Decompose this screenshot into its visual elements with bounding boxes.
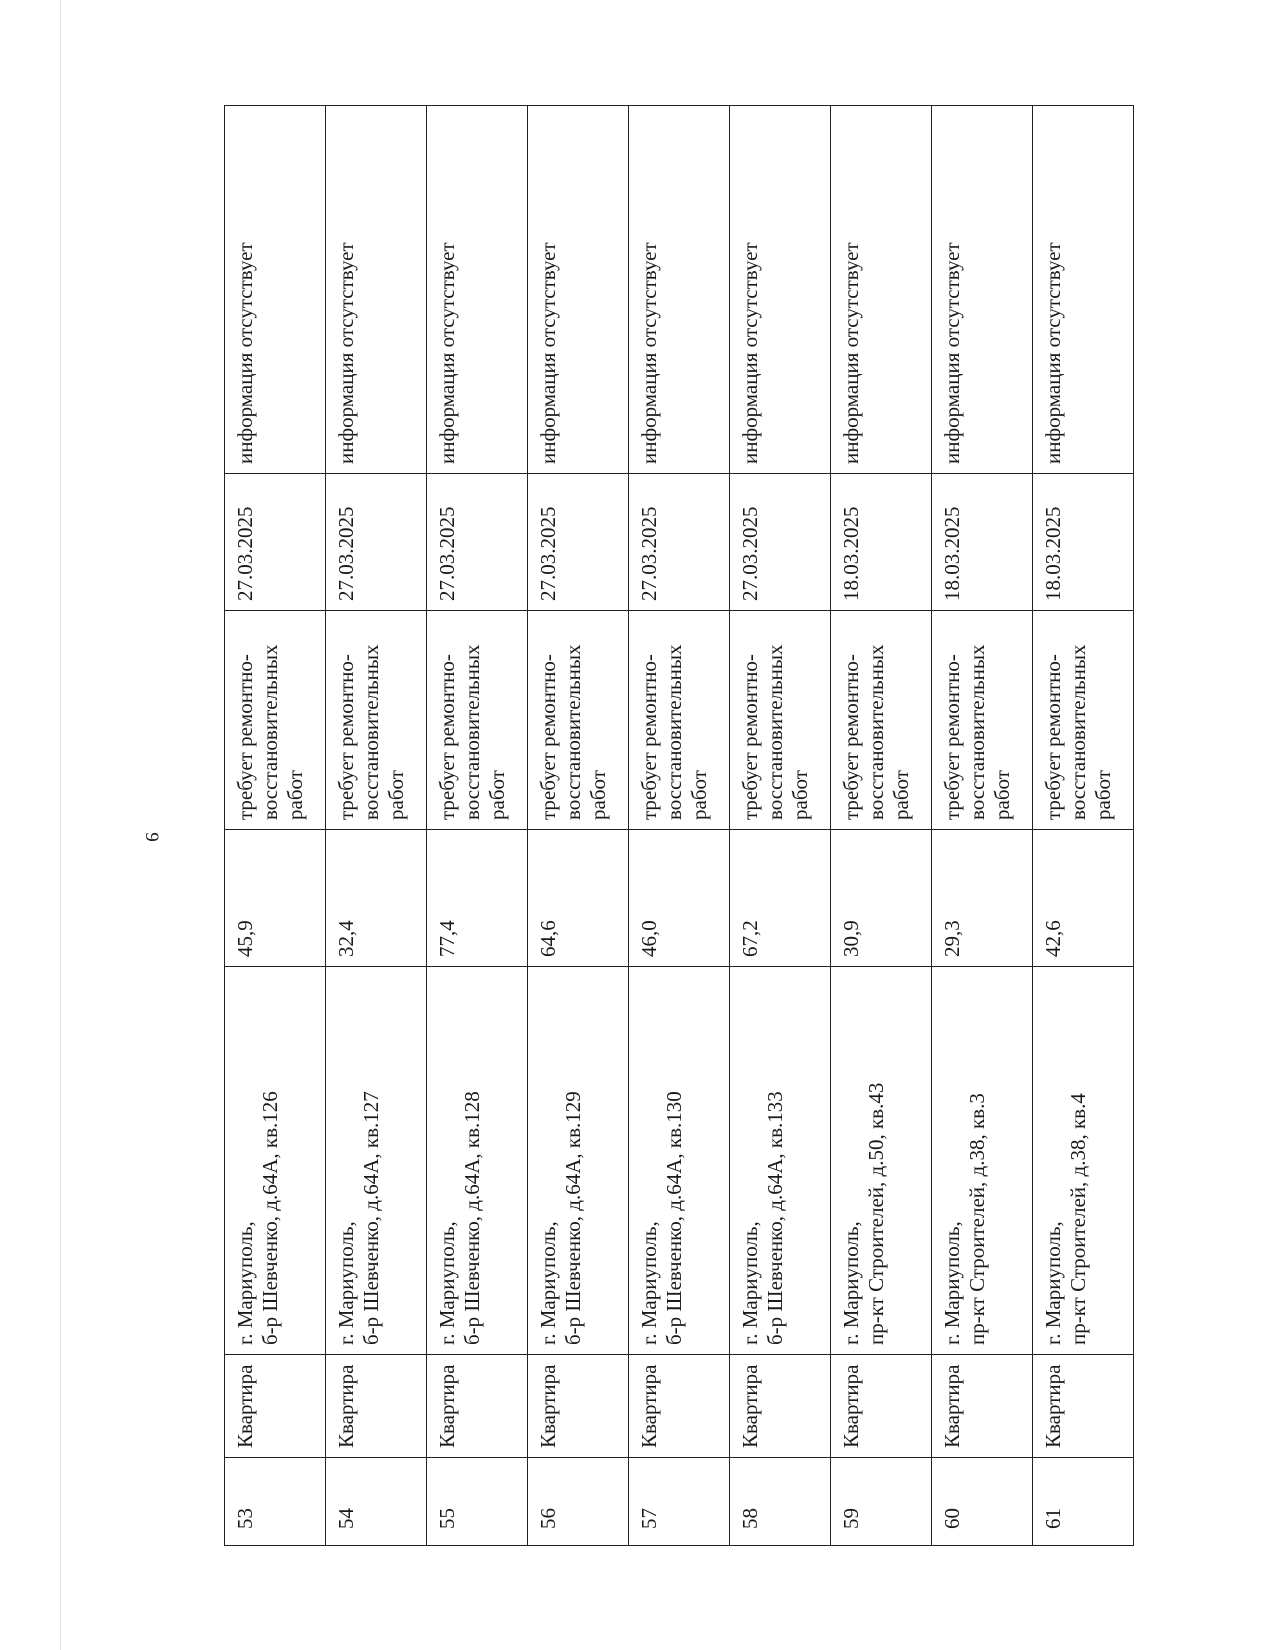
info-cell: информация отсутствует <box>629 106 730 474</box>
date-cell: 18.03.2025 <box>831 474 932 611</box>
condition-cell <box>427 611 528 830</box>
condition-line: требует ремонтно- <box>334 654 358 820</box>
object-type-cell: Квартира <box>629 1355 730 1458</box>
address-cell <box>427 967 528 1355</box>
page-number: 9 <box>141 832 162 842</box>
area-cell: 32,4 <box>326 830 427 967</box>
condition-line: восстановительных <box>359 644 383 820</box>
table-row <box>730 106 831 1546</box>
address-cell <box>1033 967 1134 1355</box>
condition-line: работ <box>788 770 812 820</box>
condition-line: работ <box>586 770 610 820</box>
object-type-cell: Квартира <box>831 1355 932 1458</box>
object-type-cell: Квартира <box>225 1355 326 1458</box>
date-cell: 27.03.2025 <box>427 474 528 611</box>
address-city: г. Мариуполь, <box>233 1221 257 1345</box>
address-city: г. Мариуполь, <box>940 1221 964 1345</box>
table-row <box>326 106 427 1546</box>
table-row <box>1033 106 1134 1546</box>
address-cell <box>730 967 831 1355</box>
row-number-cell: 57 <box>629 1458 730 1546</box>
condition-line: восстановительных <box>1066 644 1090 820</box>
address-city: г. Мариуполь, <box>738 1221 762 1345</box>
table-row <box>427 106 528 1546</box>
address-cell <box>225 967 326 1355</box>
condition-line: требует ремонтно- <box>435 654 459 820</box>
object-type-cell: Квартира <box>730 1355 831 1458</box>
area-cell: 77,4 <box>427 830 528 967</box>
area-cell: 30,9 <box>831 830 932 967</box>
condition-line: восстановительных <box>864 644 888 820</box>
condition-cell <box>932 611 1033 830</box>
condition-line: восстановительных <box>763 644 787 820</box>
condition-line: работ <box>283 770 307 820</box>
address-city: г. Мариуполь, <box>536 1221 560 1345</box>
row-number-cell: 53 <box>225 1458 326 1546</box>
address-street: пр-кт Строителей, д.50, кв.43 <box>864 1082 888 1345</box>
object-type-cell: Квартира <box>326 1355 427 1458</box>
address-cell <box>831 967 932 1355</box>
object-type-cell: Квартира <box>932 1355 1033 1458</box>
condition-line: работ <box>485 770 509 820</box>
info-cell: информация отсутствует <box>932 106 1033 474</box>
address-city: г. Мариуполь, <box>1041 1221 1065 1345</box>
info-cell: информация отсутствует <box>326 106 427 474</box>
condition-cell <box>528 611 629 830</box>
info-cell: информация отсутствует <box>730 106 831 474</box>
row-number-cell: 55 <box>427 1458 528 1546</box>
address-street: б-р Шевченко, д.64А, кв.133 <box>763 1091 787 1345</box>
address-street: б-р Шевченко, д.64А, кв.127 <box>359 1091 383 1345</box>
condition-line: требует ремонтно- <box>233 654 257 820</box>
condition-line: требует ремонтно- <box>1041 654 1065 820</box>
condition-cell <box>1033 611 1134 830</box>
condition-line: восстановительных <box>460 644 484 820</box>
area-cell: 45,9 <box>225 830 326 967</box>
condition-line: требует ремонтно- <box>637 654 661 820</box>
info-cell: информация отсутствует <box>225 106 326 474</box>
date-cell: 27.03.2025 <box>730 474 831 611</box>
condition-cell <box>225 611 326 830</box>
condition-cell <box>629 611 730 830</box>
date-cell: 18.03.2025 <box>932 474 1033 611</box>
condition-line: работ <box>687 770 711 820</box>
condition-cell <box>730 611 831 830</box>
condition-line: работ <box>990 770 1014 820</box>
condition-line: требует ремонтно- <box>839 654 863 820</box>
table-row <box>932 106 1033 1546</box>
date-cell: 27.03.2025 <box>629 474 730 611</box>
condition-line: требует ремонтно- <box>738 654 762 820</box>
rotated-table-wrapper <box>224 106 1134 1546</box>
table-row <box>629 106 730 1546</box>
area-cell: 46,0 <box>629 830 730 967</box>
condition-line: восстановительных <box>258 644 282 820</box>
object-type-cell: Квартира <box>528 1355 629 1458</box>
condition-line: работ <box>384 770 408 820</box>
address-street: б-р Шевченко, д.64А, кв.129 <box>561 1091 585 1345</box>
date-cell: 18.03.2025 <box>1033 474 1134 611</box>
row-number-cell: 60 <box>932 1458 1033 1546</box>
address-city: г. Мариуполь, <box>435 1221 459 1345</box>
condition-line: восстановительных <box>965 644 989 820</box>
address-street: пр-кт Строителей, д.38, кв.3 <box>965 1093 989 1345</box>
property-table <box>224 105 1134 1546</box>
address-city: г. Мариуполь, <box>839 1221 863 1345</box>
object-type-cell: Квартира <box>427 1355 528 1458</box>
date-cell: 27.03.2025 <box>528 474 629 611</box>
address-street: б-р Шевченко, д.64А, кв.128 <box>460 1091 484 1345</box>
object-type-cell: Квартира <box>1033 1355 1134 1458</box>
address-cell <box>629 967 730 1355</box>
condition-line: работ <box>1091 770 1115 820</box>
area-cell: 42,6 <box>1033 830 1134 967</box>
table-row <box>225 106 326 1546</box>
row-number-cell: 61 <box>1033 1458 1134 1546</box>
info-cell: информация отсутствует <box>528 106 629 474</box>
row-number-cell: 54 <box>326 1458 427 1546</box>
condition-cell <box>831 611 932 830</box>
address-city: г. Мариуполь, <box>637 1221 661 1345</box>
row-number-cell: 58 <box>730 1458 831 1546</box>
date-cell: 27.03.2025 <box>225 474 326 611</box>
address-cell <box>528 967 629 1355</box>
address-cell <box>932 967 1033 1355</box>
date-cell: 27.03.2025 <box>326 474 427 611</box>
address-city: г. Мариуполь, <box>334 1221 358 1345</box>
address-cell <box>326 967 427 1355</box>
condition-cell <box>326 611 427 830</box>
area-cell: 29,3 <box>932 830 1033 967</box>
info-cell: информация отсутствует <box>427 106 528 474</box>
address-street: б-р Шевченко, д.64А, кв.126 <box>258 1091 282 1345</box>
row-number-cell: 56 <box>528 1458 629 1546</box>
info-cell: информация отсутствует <box>831 106 932 474</box>
row-number-cell: 59 <box>831 1458 932 1546</box>
info-cell: информация отсутствует <box>1033 106 1134 474</box>
table-row <box>528 106 629 1546</box>
area-cell: 67,2 <box>730 830 831 967</box>
scan-edge-line <box>60 0 61 1650</box>
area-cell: 64,6 <box>528 830 629 967</box>
condition-line: работ <box>889 770 913 820</box>
condition-line: требует ремонтно- <box>940 654 964 820</box>
address-street: пр-кт Строителей, д.38, кв.4 <box>1066 1093 1090 1345</box>
address-street: б-р Шевченко, д.64А, кв.130 <box>662 1091 686 1345</box>
table-row <box>831 106 932 1546</box>
condition-line: восстановительных <box>561 644 585 820</box>
condition-line: восстановительных <box>662 644 686 820</box>
condition-line: требует ремонтно- <box>536 654 560 820</box>
